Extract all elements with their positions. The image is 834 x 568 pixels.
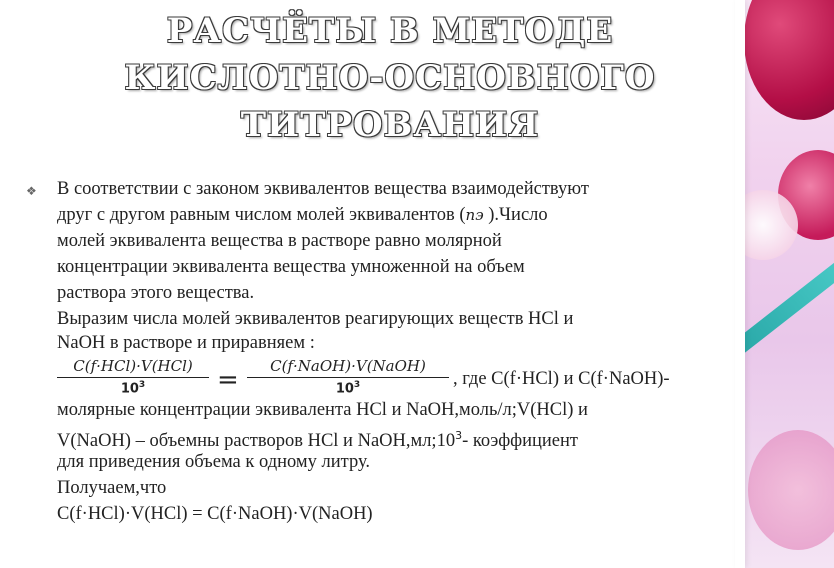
title-line: ТИТРОВАНИЯ	[240, 105, 540, 145]
formula-explanation: , где C(f·HCl) и C(f·NaOH)-	[453, 369, 670, 389]
math-symbol: nэ	[465, 206, 484, 224]
flower-petal-image	[744, 0, 834, 120]
fraction-numerator: C(f·NaOH)·V(NaOH)	[270, 357, 426, 375]
body-line: раствора этого вещества.	[57, 283, 255, 303]
decorative-flower-panel	[738, 0, 834, 568]
fraction-bar	[247, 377, 449, 378]
body-line: молей эквивалента вещества в растворе равно молярной	[57, 231, 502, 251]
equals-sign: =	[217, 365, 239, 395]
body-line: Получаем,что	[57, 478, 167, 498]
fraction-left	[57, 357, 209, 396]
bullet-icon: ❖	[26, 184, 37, 198]
body-line: молярные концентрации эквивалента HCl и NaOH,моль/л;V(HCl) и	[57, 400, 588, 420]
title-line: РАСЧЁТЫ В МЕТОДЕ	[166, 11, 614, 51]
body-line: NaOH в растворе и приравняем :	[57, 333, 315, 353]
fraction-denominator: $10^3$	[120, 380, 146, 397]
body-text: ).Число	[483, 205, 548, 225]
fraction-numerator: C(f·HCl)·V(HCl)	[73, 357, 193, 375]
body-line: Выразим числа молей эквивалентов реагирующих веществ HCl и	[57, 309, 574, 329]
body-line: концентрации эквивалента вещества умноженной на объем	[57, 257, 525, 277]
flower-stem-image	[738, 243, 834, 354]
fraction-right	[247, 357, 449, 396]
fraction-denominator: $10^3$	[335, 380, 361, 397]
body-text: друг с другом равным числом молей эквивалентов (	[57, 205, 466, 225]
flower-petal-image	[748, 430, 834, 550]
body-line	[57, 203, 737, 227]
body-line: C(f·HCl)·V(HCl) = C(f·NaOH)·V(NaOH)	[57, 504, 373, 524]
body-line: V(NaOH) – объемны растворов HCl и $NaOH,мл;10^3-$ коэффициент	[57, 429, 578, 452]
body-line: для приведения объема к одному литру.	[57, 452, 370, 472]
body-line: В соответствии с законом эквивалентов вещества взаимодействуют	[57, 179, 589, 199]
title-line: КИСЛОТНО-ОСНОВНОГО	[124, 58, 656, 98]
slide-title	[60, 8, 720, 149]
fraction-bar	[57, 377, 209, 378]
